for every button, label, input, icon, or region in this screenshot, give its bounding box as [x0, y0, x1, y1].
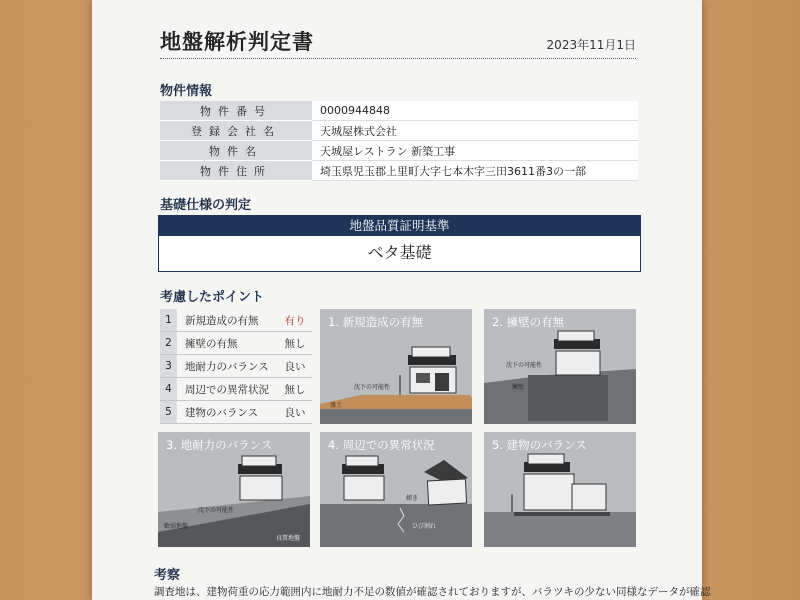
document-title: 地盤解析判定書 — [160, 29, 314, 54]
property-key: 物件名 — [160, 141, 312, 161]
panel-annotation: 擁壁 — [512, 384, 525, 391]
panel-annotation: 盛土 — [330, 402, 343, 409]
panel-title: 3. 地耐力のバランス — [166, 438, 273, 452]
panel-title: 2. 擁壁の有無 — [492, 315, 565, 329]
point-result: 無し — [278, 378, 312, 401]
property-value: 埼玉県児玉郡上里町大字七本木字三田3611番3の一部 — [312, 161, 638, 181]
point-label: 擁壁の有無 — [177, 332, 278, 355]
table-row — [160, 378, 312, 401]
property-key: 物件住所 — [160, 161, 312, 181]
remarks-text: 調査地は、建物荷重の応力範囲内に地耐力不足の数値が確認されておりますが、バラツキの少ない同様なデータが確認 — [154, 586, 711, 598]
panel-surrounding-anomaly — [320, 432, 472, 547]
panel-bearing-balance — [158, 432, 310, 547]
document-date: 2023年11月1日 — [546, 38, 636, 52]
point-number: 3 — [160, 355, 177, 378]
property-value: 天城屋株式会社 — [312, 121, 638, 141]
panel-title: 1. 新規造成の有無 — [328, 315, 424, 329]
panel-title: 5. 建物のバランス — [492, 438, 587, 452]
point-number: 5 — [160, 401, 177, 424]
table-row — [160, 141, 638, 161]
property-table — [160, 101, 638, 181]
title-divider — [160, 58, 636, 59]
property-value: 天城屋レストラン 新築工事 — [312, 141, 638, 161]
table-row — [160, 401, 312, 424]
table-row — [160, 161, 638, 181]
table-row — [160, 101, 638, 121]
panel-retaining-wall — [484, 309, 636, 424]
table-row — [160, 309, 312, 332]
point-label: 周辺での異常状況 — [177, 378, 278, 401]
points-heading: 考慮したポイント — [160, 290, 265, 305]
panel-annotation: 良質地盤 — [276, 535, 301, 542]
point-number: 2 — [160, 332, 177, 355]
panel-annotation: 軟弱地盤 — [164, 523, 189, 530]
standard-label: 地盤品質証明基準 — [159, 216, 640, 236]
foundation-result-box — [158, 215, 641, 272]
property-key: 登録会社名 — [160, 121, 312, 141]
panel-new-fill — [320, 309, 472, 424]
point-result: 無し — [278, 332, 312, 355]
point-number: 4 — [160, 378, 177, 401]
panel-title: 4. 周辺での異常状況 — [328, 438, 435, 452]
point-result: 良い — [278, 355, 312, 378]
panel-annotation: 沈下の可能性 — [198, 507, 235, 514]
point-result: 有り — [278, 309, 312, 332]
panel-annotation: 沈下の可能性 — [354, 384, 391, 391]
points-table — [160, 309, 312, 424]
document-page — [92, 0, 711, 600]
point-label: 建物のバランス — [177, 401, 278, 424]
remarks-heading: 考察 — [154, 568, 181, 583]
point-number: 1 — [160, 309, 177, 332]
point-result: 良い — [278, 401, 312, 424]
property-key: 物件番号 — [160, 101, 312, 121]
panel-annotation: 傾き — [406, 495, 419, 502]
point-label: 新規造成の有無 — [177, 309, 278, 332]
panel-annotation: ひび割れ — [412, 523, 437, 530]
table-row — [160, 121, 638, 141]
foundation-heading: 基礎仕様の判定 — [160, 198, 252, 213]
foundation-result: ベタ基礎 — [367, 243, 432, 262]
point-label: 地耐力のバランス — [177, 355, 278, 378]
table-row — [160, 332, 312, 355]
property-heading: 物件情報 — [160, 84, 213, 99]
property-value: 0000944848 — [312, 101, 638, 121]
table-row — [160, 355, 312, 378]
panel-annotation: 沈下の可能性 — [506, 362, 543, 369]
panel-building-balance — [484, 432, 636, 547]
